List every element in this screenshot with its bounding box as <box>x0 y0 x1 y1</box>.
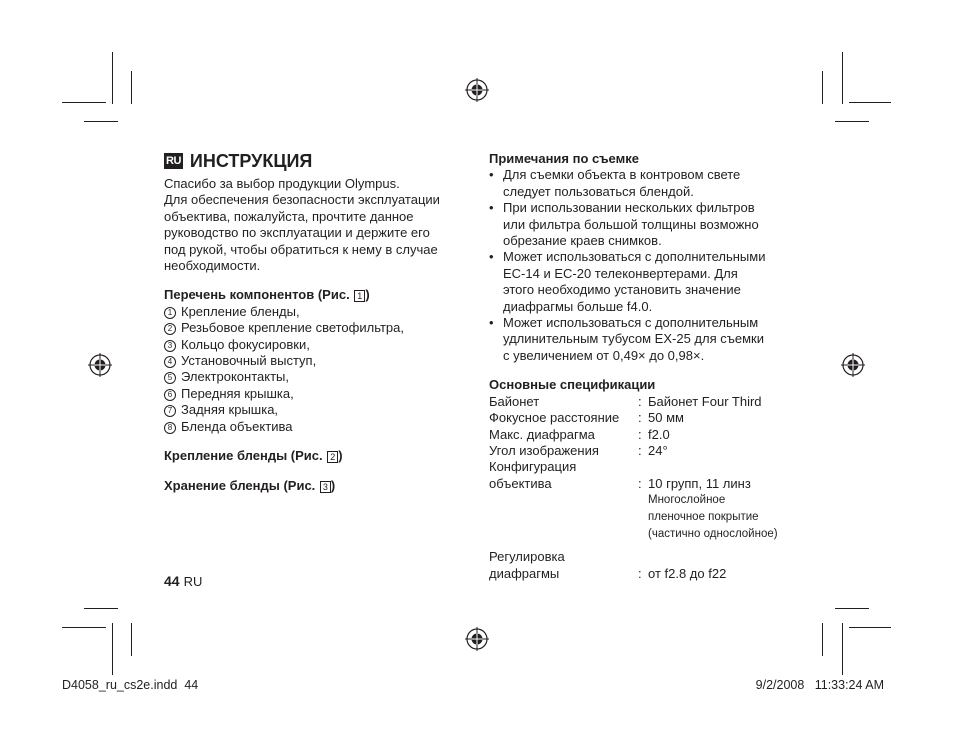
intro-paragraph <box>164 176 464 274</box>
intro-line: необходимости. <box>164 258 261 274</box>
footer-file-page: 44 <box>184 678 199 692</box>
spec-label <box>489 543 638 582</box>
item-label: Бленда объектива <box>181 418 293 434</box>
list-item <box>164 337 464 353</box>
crop-mark <box>849 102 891 103</box>
note-line: Может использоваться с дополнительными <box>503 249 766 265</box>
page-number <box>164 573 202 589</box>
table-row <box>489 410 778 426</box>
list-item <box>489 167 809 200</box>
hood-storage-heading <box>164 478 464 494</box>
spec-note: Многослойное <box>648 494 726 507</box>
crop-mark <box>62 627 106 628</box>
page-lang: RU <box>183 574 203 589</box>
note-line: или фильтра большой толщины возможно <box>503 216 759 232</box>
hood-storage-heading-text: Хранение бленды (Рис. <box>164 477 316 493</box>
crop-mark <box>842 52 843 104</box>
registration-mark-icon <box>465 78 489 102</box>
right-column <box>489 151 809 582</box>
spec-label-line: Конфигурация <box>489 459 577 475</box>
spec-colon-mark: : <box>638 565 642 581</box>
figure-number-box: 2 <box>327 451 338 463</box>
paren: ) <box>338 448 343 464</box>
figure-number-box: 3 <box>320 481 331 493</box>
crop-mark <box>842 623 843 675</box>
note-line: обрезание краев снимков. <box>503 233 662 249</box>
item-label: Крепление бленды, <box>181 303 300 319</box>
spec-colon <box>638 459 648 543</box>
spec-label: Байонет <box>489 393 540 409</box>
crop-mark <box>835 608 869 609</box>
crop-mark <box>84 608 118 609</box>
spec-note: пленочное покрытие <box>648 511 759 524</box>
registration-mark-icon <box>88 353 112 377</box>
crop-mark <box>112 623 113 675</box>
list-item <box>164 369 464 385</box>
paren: ) <box>330 477 336 493</box>
page-title <box>164 150 464 172</box>
spec-colon-mark: : <box>638 475 642 491</box>
crop-mark <box>835 121 869 122</box>
table-row <box>489 543 778 582</box>
note-line: Может использоваться с дополнительным <box>503 315 759 331</box>
bullet: • <box>489 200 494 216</box>
spec-value-line: 10 групп, 11 линз <box>648 475 751 491</box>
item-label: Резьбовое крепление светофильтра, <box>181 320 404 336</box>
crop-mark <box>849 627 891 628</box>
components-list <box>164 304 464 435</box>
intro-line: Для обеспечения безопасности эксплуатации <box>164 192 440 208</box>
item-number-circle: 2 <box>164 323 176 335</box>
item-number-circle: 1 <box>164 307 176 319</box>
footer-date: 9/2/2008 <box>755 678 805 692</box>
crop-mark <box>822 623 823 656</box>
spec-value: Байонет Four Third <box>648 393 762 409</box>
spec-value: 50 мм <box>648 410 684 426</box>
intro-line: объектива, пожалуйста, прочтите данное <box>164 208 414 224</box>
item-label: Передняя крышка, <box>181 385 294 401</box>
item-number-circle: 7 <box>164 405 176 417</box>
specs-table <box>489 394 778 582</box>
table-row <box>489 443 778 459</box>
item-label: Электроконтакты, <box>181 369 289 385</box>
bullet: • <box>489 167 494 183</box>
spec-colon: : <box>638 426 642 442</box>
spec-note: (частично однослойное) <box>648 528 778 541</box>
intro-line: под рукой, чтобы обратиться к нему в случае <box>164 241 438 257</box>
table-row <box>489 394 778 410</box>
intro-line: руководство по эксплуатации и держите его <box>164 225 430 241</box>
table-row <box>489 427 778 443</box>
spec-value <box>648 459 778 543</box>
footer-time: 11:33:24 AM <box>814 678 884 692</box>
spec-colon: : <box>638 442 642 458</box>
spec-colon <box>638 543 648 582</box>
note-line: При использовании нескольких фильтров <box>503 200 755 216</box>
list-item <box>164 320 464 336</box>
crop-mark <box>62 102 106 103</box>
item-number-circle: 4 <box>164 356 176 368</box>
left-column <box>164 150 464 494</box>
spec-value <box>648 543 778 582</box>
note-line: этого необходимо установить значение <box>503 282 741 298</box>
note-line: следует пользоваться блендой. <box>503 183 694 199</box>
list-item <box>164 353 464 369</box>
paren: ) <box>365 287 370 303</box>
intro-line: Спасибо за выбор продукции Olympus. <box>164 176 400 191</box>
note-line: EC-14 и EC-20 телеконвертерами. Для <box>503 265 738 281</box>
table-row <box>489 459 778 543</box>
item-label: Кольцо фокусировки, <box>181 336 310 352</box>
spec-label-line: диафрагмы <box>489 565 560 581</box>
spec-label: Фокусное расстояние <box>489 410 620 426</box>
list-item <box>164 402 464 418</box>
spec-colon: : <box>638 393 642 409</box>
spec-value: 24° <box>648 442 668 458</box>
spec-label-line: объектива <box>489 475 552 491</box>
list-item <box>164 419 464 435</box>
item-label: Установочный выступ, <box>181 353 317 369</box>
crop-mark <box>84 121 118 122</box>
note-line: диафрагмы больше f4.0. <box>503 298 653 314</box>
crop-mark <box>131 623 132 656</box>
footer-filename: D4058_ru_cs2e.indd <box>62 678 178 692</box>
crop-mark <box>822 71 823 104</box>
spec-label: Угол изображения <box>489 442 599 458</box>
crop-mark <box>112 52 113 104</box>
figure-number-box: 1 <box>354 290 365 302</box>
specs-heading: Основные спецификации <box>489 377 656 393</box>
spec-label <box>489 459 638 543</box>
page-number-value: 44 <box>164 573 180 589</box>
spec-label-line: Регулировка <box>489 549 565 565</box>
item-number-circle: 3 <box>164 340 176 352</box>
components-heading-text: Перечень компонентов (Рис. <box>164 287 350 303</box>
list-item <box>489 200 809 249</box>
spec-label: Макс. диафрагма <box>489 426 595 442</box>
bullet: • <box>489 315 494 331</box>
list-item <box>164 304 464 320</box>
spec-value-line: от f2.8 до f22 <box>648 565 727 581</box>
item-label: Задняя крышка, <box>181 402 279 418</box>
list-item <box>164 386 464 402</box>
note-line: Для съемки объекта в контровом свете <box>503 167 741 183</box>
heading-text: ИНСТРУКЦИЯ <box>189 151 313 171</box>
footer-timestamp <box>756 678 884 692</box>
hood-mount-heading-text: Крепление бленды (Рис. <box>164 448 323 464</box>
bullet: • <box>489 249 494 265</box>
list-item <box>489 315 809 364</box>
item-number-circle: 8 <box>164 422 176 434</box>
spec-colon: : <box>638 410 642 426</box>
note-line: с увеличением от 0,49× до 0,98×. <box>503 347 705 363</box>
registration-mark-icon <box>465 627 489 651</box>
language-badge: RU <box>166 155 181 167</box>
list-item <box>489 249 809 315</box>
notes-heading: Примечания по съемке <box>489 151 639 166</box>
spec-value: f2.0 <box>648 426 670 442</box>
footer-file-info <box>62 678 198 692</box>
item-number-circle: 6 <box>164 389 176 401</box>
crop-mark <box>131 71 132 104</box>
item-number-circle: 5 <box>164 372 176 384</box>
note-line: удлинительным тубусом EX-25 для съемки <box>503 331 764 347</box>
registration-mark-icon <box>841 353 865 377</box>
hood-mount-heading <box>164 448 464 464</box>
components-heading <box>164 287 464 303</box>
